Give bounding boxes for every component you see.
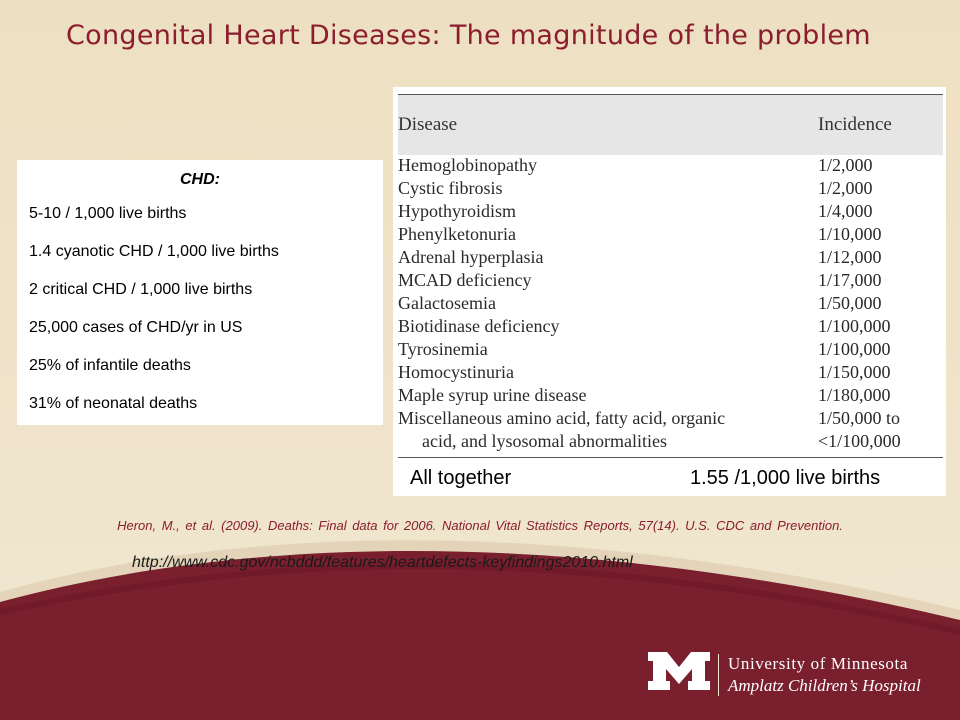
disease-cell: Maple syrup urine disease: [398, 385, 587, 405]
disease-cell: acid, and lysosomal abnormalities: [422, 431, 667, 451]
disease-cell: Miscellaneous amino acid, fatty acid, organic: [398, 408, 726, 428]
column-header-disease: Disease: [398, 114, 458, 135]
disease-cell: Hypothyroidism: [398, 201, 517, 221]
incidence-cell: 1/150,000: [818, 362, 891, 382]
incidence-cell: 1/10,000: [818, 224, 882, 244]
incidence-cell: 1/2,000: [818, 155, 873, 175]
disease-cell: Phenylketonuria: [398, 224, 516, 244]
chd-stat-line: 2 critical CHD / 1,000 live births: [29, 281, 253, 298]
logo-divider: [718, 654, 719, 696]
incidence-table: [393, 87, 946, 496]
source-link[interactable]: http://www.cdc.gov/ncbddd/features/heartdefects-keyfindings2010.html: [132, 554, 633, 571]
incidence-cell: 1/180,000: [818, 385, 891, 405]
slide-title: Congenital Heart Diseases: The magnitude of the problem: [66, 20, 871, 51]
disease-cell: Homocystinuria: [398, 362, 514, 382]
disease-cell: MCAD deficiency: [398, 270, 532, 290]
incidence-cell: 1/12,000: [818, 247, 882, 267]
disease-cell: Tyrosinemia: [398, 339, 488, 359]
block-m-icon: [648, 652, 710, 690]
table-bottom-rule: [398, 457, 943, 458]
university-logo: [648, 650, 938, 700]
incidence-cell: 1/100,000: [818, 339, 891, 359]
incidence-cell: <1/100,000: [818, 431, 901, 451]
chd-stats-box: [17, 160, 383, 425]
column-header-incidence: Incidence: [818, 114, 892, 135]
incidence-cell: 1/4,000: [818, 201, 873, 221]
disease-cell: Galactosemia: [398, 293, 496, 313]
incidence-cell: 1/2,000: [818, 178, 873, 198]
table-header-row: [398, 94, 943, 155]
chd-stat-line: 25,000 cases of CHD/yr in US: [29, 319, 243, 336]
chd-stat-line: 31% of neonatal deaths: [29, 395, 198, 412]
chd-stat-line: 25% of infantile deaths: [29, 357, 191, 374]
incidence-cell: 1/17,000: [818, 270, 882, 290]
incidence-cell: 1/100,000: [818, 316, 891, 336]
disease-cell: Hemoglobinopathy: [398, 155, 537, 175]
chd-stat-line: 5-10 / 1,000 live births: [29, 205, 187, 222]
citation-text: Heron, M., et al. (2009). Deaths: Final data for 2006. National Vital Statistics Reports, 57(14). U.S. CDC and Prevention.: [117, 518, 843, 533]
total-value: 1.55 /1,000 live births: [690, 467, 881, 489]
hospital-name: Amplatz Children’s Hospital: [728, 676, 921, 695]
chd-stat-line: 1.4 cyanotic CHD / 1,000 live births: [29, 243, 279, 260]
disease-cell: Biotidinase deficiency: [398, 316, 560, 336]
total-label: All together: [410, 467, 512, 489]
incidence-cell: 1/50,000 to: [818, 408, 901, 428]
chd-heading: CHD:: [180, 171, 220, 188]
disease-cell: Adrenal hyperplasia: [398, 247, 544, 267]
incidence-cell: 1/50,000: [818, 293, 882, 313]
disease-cell: Cystic fibrosis: [398, 178, 503, 198]
university-name: University of Minnesota: [728, 654, 908, 673]
